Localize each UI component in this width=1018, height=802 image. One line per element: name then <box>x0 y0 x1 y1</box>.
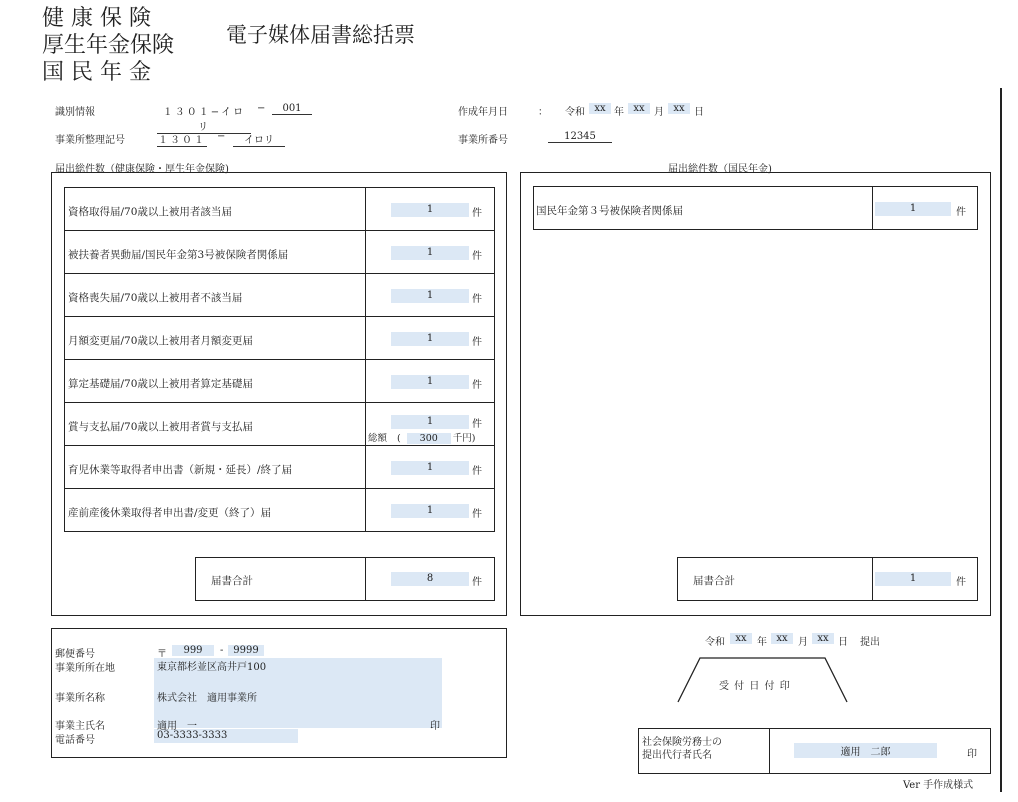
left-total-value-cell <box>365 557 495 601</box>
left-row-value-cell <box>365 273 495 317</box>
right-edge-line <box>1000 88 1002 792</box>
left-total-label-cell <box>195 557 366 601</box>
left-row-count: 1 <box>391 332 469 346</box>
left-row-ken: 件 <box>472 208 482 219</box>
left-row-label: 月額変更届/70歳以上被用者月額変更届 <box>68 335 253 347</box>
left-row-label: 資格取得届/70歳以上被用者該当届 <box>68 206 232 218</box>
left-row-value-cell <box>365 316 495 360</box>
created-hi: 日 <box>694 107 704 118</box>
header-line-kokumin: 国 民 年 金 <box>42 60 151 85</box>
seiri-label: 事業所整理記号 <box>55 135 125 146</box>
right-total-value: 1 <box>875 572 951 586</box>
left-row-ken: 件 <box>472 380 482 391</box>
left-row-ken: 件 <box>472 337 482 348</box>
postal-code-1: 999 <box>172 645 214 656</box>
left-row-ken: 件 <box>472 251 482 262</box>
left-row-label-cell <box>64 273 366 317</box>
created-tsuki: 月 <box>654 107 664 118</box>
left-row-ken: 件 <box>472 419 482 430</box>
bango-value: 12345 <box>548 131 612 143</box>
left-total-ken: 件 <box>472 577 482 588</box>
right-panel <box>520 172 991 616</box>
shikibetsu-label: 識別情報 <box>55 107 95 118</box>
created-label: 作成年月日 <box>458 107 508 118</box>
page-title: 電子媒体届書総括票 <box>226 23 415 47</box>
seiri-code1: １３０１ <box>157 131 207 147</box>
left-row-label: 産前産後休業取得者申出書/変更（終了）届 <box>68 507 272 519</box>
left-row-label: 算定基礎届/70歳以上被用者算定基礎届 <box>68 378 253 390</box>
left-row-label-cell <box>64 316 366 360</box>
left-row-count: 1 <box>391 461 469 475</box>
shikibetsu-number: 001 <box>272 103 312 115</box>
left-row-value-cell <box>365 445 495 489</box>
right-panel-heading: 届出総件数（国民年金) <box>668 164 772 175</box>
bango-label: 事業所番号 <box>458 135 508 146</box>
submit-era: 令和 <box>705 637 725 648</box>
left-row-value-cell <box>365 402 495 446</box>
bonus-total-unit: 千円) <box>452 433 476 444</box>
created-nen: 年 <box>614 107 624 118</box>
submit-day: xx <box>812 633 834 644</box>
postal-code-2: 9999 <box>228 645 264 656</box>
reception-stamp-label: 受 付 日 付 印 <box>719 681 791 692</box>
left-row-label: 資格喪失届/70歳以上被用者不該当届 <box>68 292 243 304</box>
left-row-label: 育児休業等取得者申出書（新規・延長）/終了届 <box>68 464 293 476</box>
seiri-dash: − <box>217 131 226 142</box>
left-row-ken: 件 <box>472 466 482 477</box>
right-total-label: 届書合計 <box>693 575 735 587</box>
left-row-label-cell <box>64 402 366 446</box>
created-year: xx <box>589 103 611 114</box>
version-label: Ver 手作成様式 <box>903 780 974 791</box>
shikibetsu-dash: − <box>257 103 266 114</box>
agent-name: 適用 二郎 <box>794 743 937 758</box>
owner-label: 事業主氏名 <box>55 721 105 732</box>
left-row-label-cell <box>64 359 366 403</box>
left-panel-heading: 届出総件数（健康保険・厚生年金保険) <box>55 164 229 175</box>
left-row-count: 1 <box>391 203 469 217</box>
left-row-value-cell <box>365 187 495 231</box>
bonus-total-open: ( <box>397 433 401 444</box>
bonus-total-line <box>368 430 475 444</box>
submit-nen: 年 <box>757 637 767 648</box>
bonus-total-label: 総額 <box>368 433 388 444</box>
submit-hi: 日 <box>838 637 848 648</box>
submit-month: xx <box>771 633 793 644</box>
right-total-ken: 件 <box>956 577 966 588</box>
owner-value: 適用 一 <box>157 721 197 732</box>
left-row-label-cell <box>64 488 366 532</box>
left-row-label-cell <box>64 230 366 274</box>
phone-value: 03-3333-3333 <box>157 730 228 741</box>
left-row-count: 1 <box>391 246 469 260</box>
phone-label: 電話番号 <box>55 735 95 746</box>
postal-dash: - <box>220 645 224 656</box>
left-row-count: 1 <box>391 504 469 518</box>
right-total-label-cell <box>677 557 873 601</box>
address-value: 東京都杉並区高井戸100 <box>157 662 267 673</box>
agent-seal: 印 <box>967 749 977 760</box>
bonus-total-value: 300 <box>407 433 451 444</box>
header-line-kenko: 健 康 保 険 <box>42 6 151 31</box>
left-row-count: 1 <box>391 415 469 429</box>
right-row-label-cell <box>533 186 873 230</box>
left-row-label: 被扶養者異動届/国民年金第3号被保険者関係届 <box>68 249 289 261</box>
right-row-ken: 件 <box>956 207 966 218</box>
address-label: 事業所所在地 <box>55 663 115 674</box>
submit-tsuki: 月 <box>798 637 808 648</box>
header-line-kosei: 厚生年金保険 <box>42 33 175 58</box>
left-row-label: 賞与支払届/70歳以上被用者賞与支払届 <box>68 421 253 433</box>
left-row-label-cell <box>64 187 366 231</box>
left-row-value-cell <box>365 488 495 532</box>
left-row-ken: 件 <box>472 294 482 305</box>
left-row-label-cell <box>64 445 366 489</box>
created-month: xx <box>628 103 650 114</box>
name-value: 株式会社 適用事業所 <box>157 693 257 704</box>
created-era: 令和 <box>565 107 585 118</box>
right-total-value-cell <box>872 557 978 601</box>
submit-teishutsu: 提出 <box>860 637 880 648</box>
submit-year: xx <box>730 633 752 644</box>
left-row-ken: 件 <box>472 509 482 520</box>
right-row-value-cell <box>872 186 978 230</box>
left-row-value-cell <box>365 230 495 274</box>
owner-seal: 印 <box>430 721 440 732</box>
seiri-code2: イロリ <box>233 131 285 147</box>
left-row-value-cell <box>365 359 495 403</box>
right-row-label: 国民年金第３号被保険者関係届 <box>536 205 683 217</box>
created-colon: ： <box>538 107 548 118</box>
postal-mark: 〒 <box>157 649 167 660</box>
agent-divider <box>769 728 770 774</box>
postal-label: 郵便番号 <box>55 649 95 660</box>
agent-label-2: 提出代行者氏名 <box>642 750 712 761</box>
left-row-count: 1 <box>391 375 469 389</box>
shikibetsu-code: １３０１−イロリ <box>157 103 251 134</box>
left-total-label: 届書合計 <box>211 575 253 587</box>
agent-label-1: 社会保険労務士の <box>642 737 722 748</box>
left-row-count: 1 <box>391 289 469 303</box>
name-label: 事業所名称 <box>55 693 105 704</box>
right-row-value: 1 <box>875 202 951 216</box>
created-day: xx <box>668 103 690 114</box>
left-total-value: 8 <box>391 572 469 586</box>
